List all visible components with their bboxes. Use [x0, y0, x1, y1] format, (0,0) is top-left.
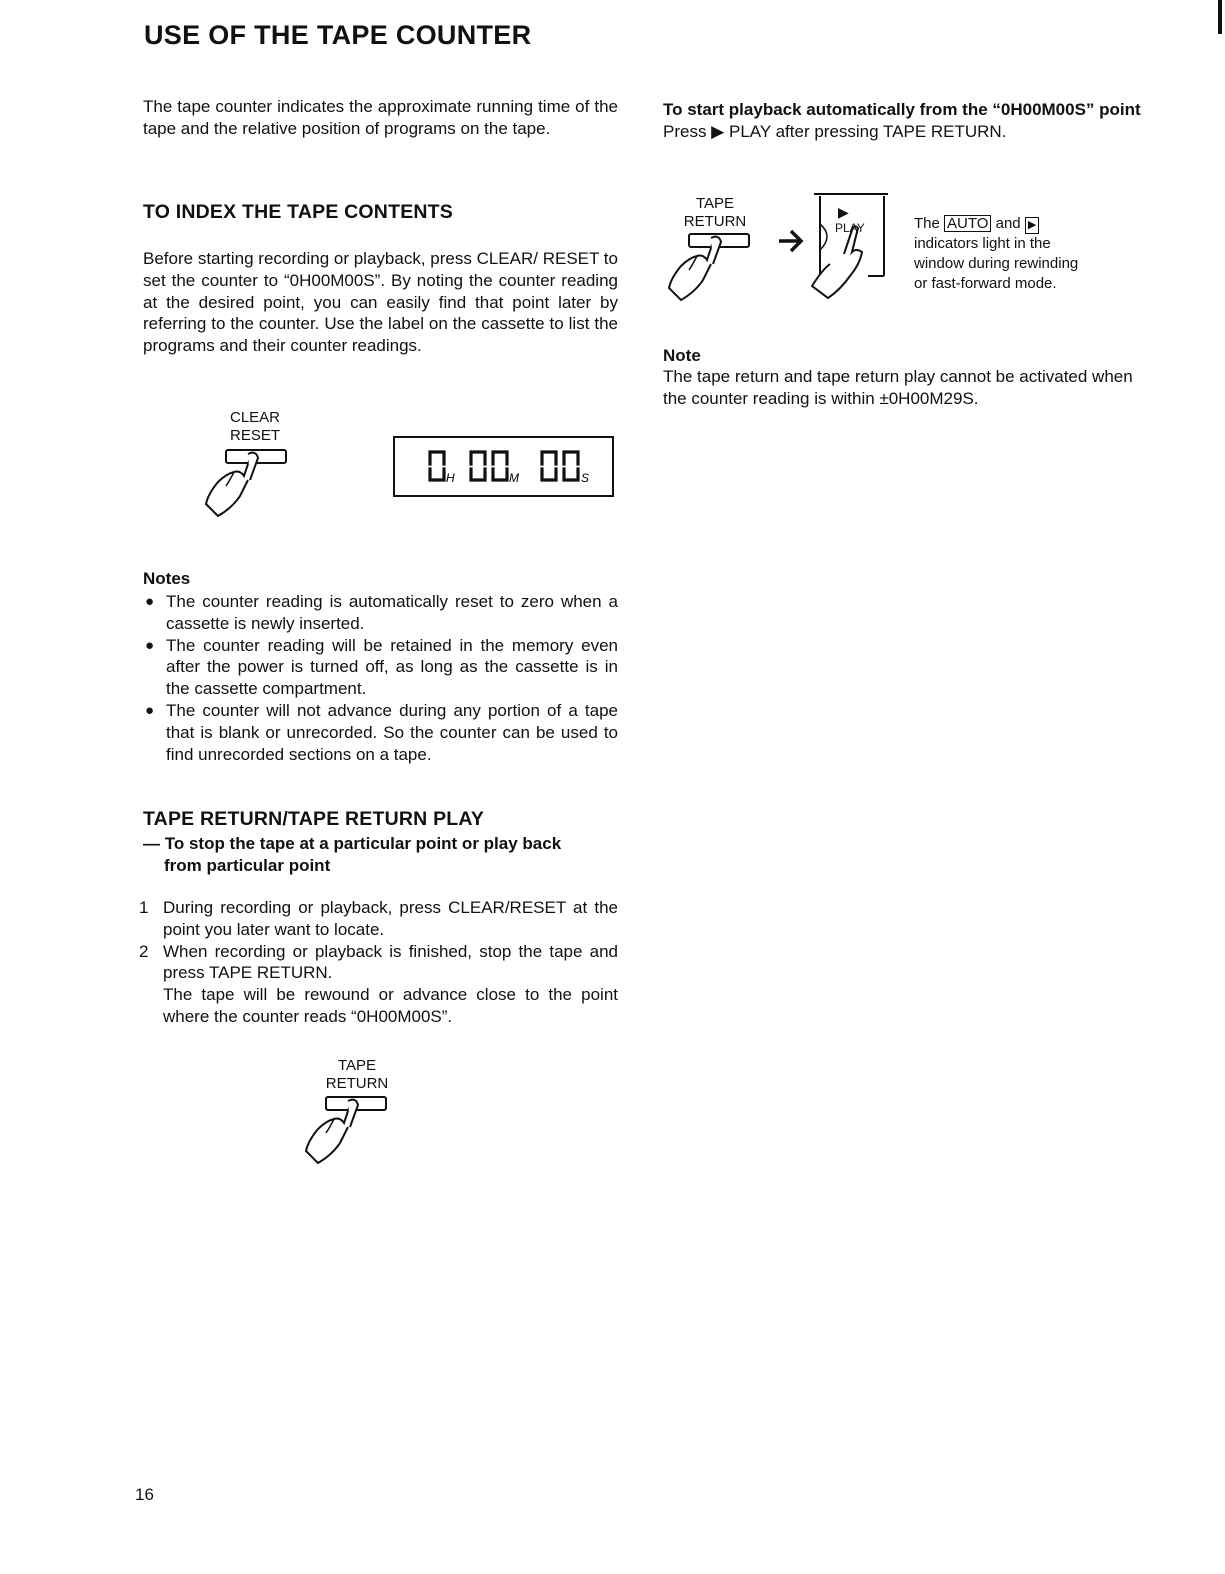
return-section: [143, 808, 618, 877]
seconds-unit: S: [581, 471, 590, 485]
notes-label: Notes: [143, 569, 191, 588]
notes-block: [143, 569, 618, 765]
index-heading: TO INDEX THE TAPE CONTENTS: [143, 201, 454, 223]
note-body: The tape return and tape return play cannot be activated when the counter reading is within ±0H00M29S.: [663, 367, 1133, 408]
index-section: [143, 201, 618, 224]
page-title: USE OF THE TAPE COUNTER: [144, 20, 532, 50]
note-label: Note: [663, 346, 701, 365]
index-body: Before starting recording or playback, press CLEAR/ RESET to set the counter to “0H00M00S”. By noting the counter reading at the desired point, you can easily find that point later by referring to the counter. Use the label on the cassette to list the programs and their counter readings.: [143, 249, 618, 356]
play-indicator-badge: ▶: [1025, 217, 1039, 234]
list-item: ● The counter will not advance during any portion of a tape that is blank or unrecorded. So the counter can be used to find unrecorded sections on a tape.: [145, 700, 618, 764]
page-edge-mark: [1218, 0, 1222, 34]
tape-return-label-right: TAPE RETURN: [683, 195, 747, 230]
play-symbol-icon: ▶: [838, 204, 849, 220]
page-number: 16: [135, 1485, 154, 1504]
finger-press-tape-return-right-icon: [659, 230, 759, 302]
clear-reset-label: CLEAR RESET: [229, 409, 281, 444]
auto-play-block: [663, 99, 1153, 143]
counter-digits: [395, 438, 612, 495]
list-item: ● The counter reading is automatically reset to zero when a cassette is newly inserted.: [145, 592, 618, 633]
return-heading: TAPE RETURN/TAPE RETURN PLAY: [143, 808, 485, 830]
auto-indicator-badge: AUTO: [944, 215, 991, 232]
arrow-right-icon: [777, 226, 805, 256]
play-button-panel-icon: [808, 190, 892, 310]
step2-extra: The tape will be rewound or advance close to the point where the counter reads “0H00M00S”.: [163, 985, 618, 1026]
notes-list: [143, 591, 618, 765]
return-subheading-2: from particular point: [164, 855, 331, 875]
note-block: [663, 346, 1153, 410]
list-item: 1 During recording or playback, press CLEAR/RESET at the point you later want to locate.: [139, 898, 618, 939]
finger-press-tape-return-icon: [296, 1093, 396, 1165]
counter-display: [393, 436, 614, 497]
tape-return-label: TAPE RETURN: [325, 1057, 389, 1092]
return-steps: [139, 897, 618, 1028]
play-label: PLAY: [835, 221, 865, 235]
return-subheading-1: — To stop the tape at a particular point or play back: [143, 834, 562, 853]
indicator-description: The AUTO and ▶ indicators light in the window during rewinding or fast-forward mode.: [914, 215, 1079, 292]
minutes-unit: M: [509, 471, 519, 485]
auto-play-instruction: Press ▶ PLAY after pressing TAPE RETURN.: [663, 121, 1007, 141]
intro-paragraph: The tape counter indicates the approximate running time of the tape and the relative position of programs on the tape.: [143, 97, 618, 138]
hours-unit: H: [446, 471, 455, 485]
list-item: ● The counter reading will be retained in the memory even after the power is turned off, as long as the cassette is in the cassette compartment.: [145, 635, 618, 699]
finger-press-clear-icon: [196, 446, 296, 518]
auto-play-heading: To start playback automatically from the “0H00M00S” point: [663, 100, 1141, 119]
list-item: 2 When recording or playback is finished, stop the tape and press TAPE RETURN.: [139, 941, 618, 983]
